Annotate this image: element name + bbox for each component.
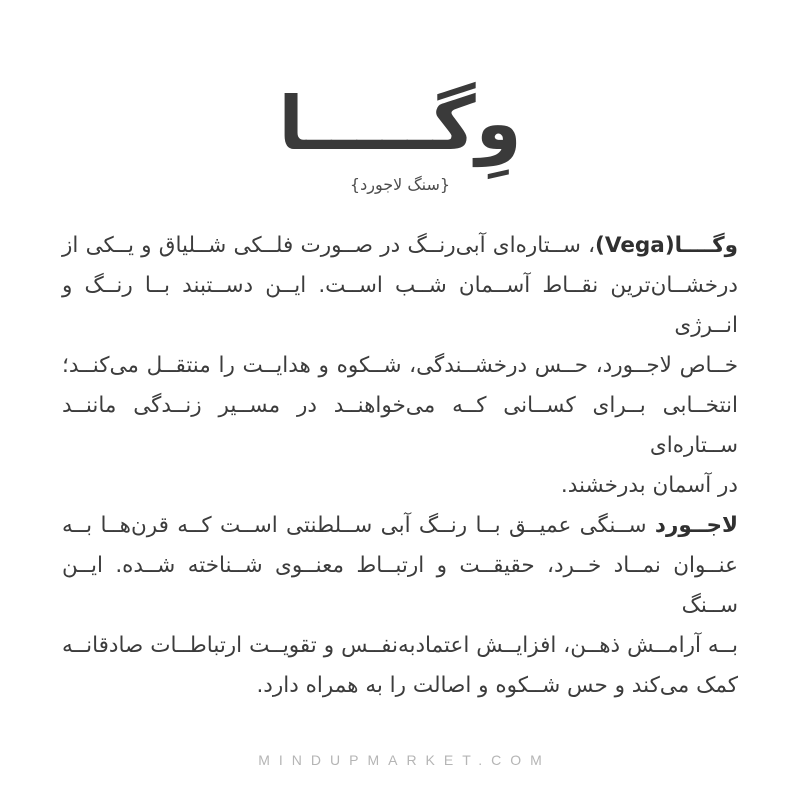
paragraph-line (62, 506, 738, 546)
paragraph-line (62, 386, 738, 466)
line-text: بــه آرامــش ذهــن، افزایــش اعتمادبه‌نفــس و تقویــت ارتباطــات صادقانــه (62, 632, 738, 658)
footer-watermark: MINDUPMARKET.COM (258, 752, 551, 768)
paragraph-line (62, 346, 738, 386)
line-text: در آسمان بدرخشند. (560, 472, 738, 498)
paragraph-line (62, 666, 738, 706)
line-text: ســنگی عمیــق بــا رنــگ آبی ســلطنتی اســت کــه قرن‌هــا بــه (62, 512, 655, 538)
paragraph-line (62, 466, 738, 506)
lead-bold-lajvard: لاجــورد (654, 512, 738, 538)
line-text: انتخــابی بــرای کســانی کــه می‌خواهنــد در مســیر زنــدگی ماننــد ســتاره‌ای (62, 392, 738, 458)
line-text: عنــوان نمــاد خــرد، حقیقــت و ارتبــاط معنــوی شــناخته شــده. ایــن ســنگ (62, 552, 738, 618)
paragraph-line (62, 266, 738, 346)
line-text: ، ســتاره‌ای آبی‌رنــگ در صــورت فلــکی شــلیاق و یــکی از (62, 232, 596, 258)
line-text: درخشــان‌ترین نقــاط آســمان شــب اســت. ایــن دســتبند بــا رنــگ و انــرژی (62, 272, 738, 338)
paragraph-line (62, 226, 738, 266)
line-text: کمک می‌کند و حس شــکوه و اصالت را به همراه دارد. (256, 672, 738, 698)
paragraph-line (62, 626, 738, 666)
page-title: وِگـــــا (278, 81, 522, 167)
lead-bold-vega: وگــــا(Vega) (595, 232, 738, 258)
line-text: خــاص لاجــورد، حــس درخشــندگی، شــکوه و هدایــت را منتقــل می‌کنــد؛ (62, 352, 738, 378)
page-subtitle: {سنگ لاجورد} (349, 174, 451, 194)
article-text (0, 226, 800, 706)
paragraph-line (62, 546, 738, 626)
